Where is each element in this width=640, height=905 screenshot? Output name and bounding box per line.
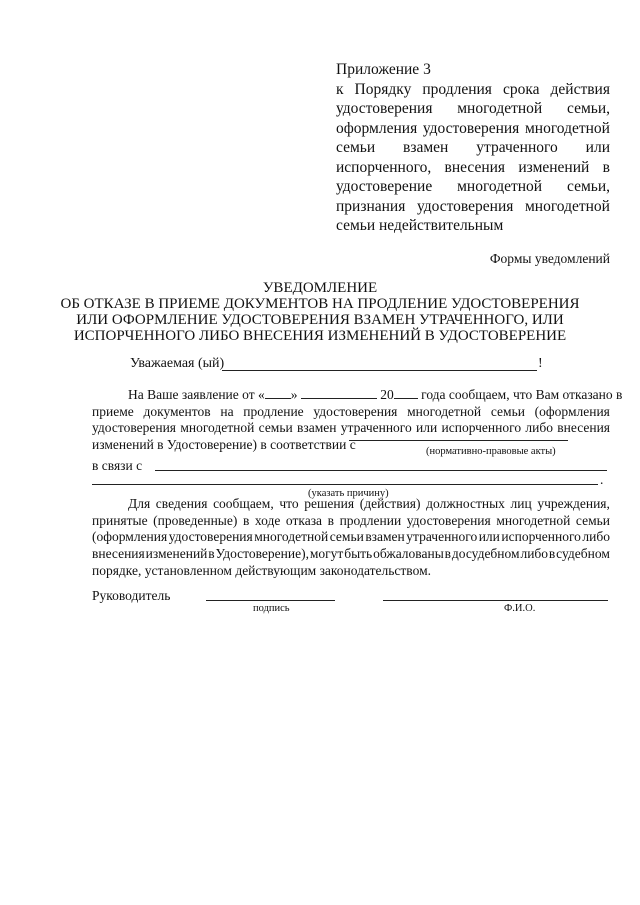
reason-line-end: .	[600, 472, 604, 487]
word: внесения	[557, 420, 610, 436]
salutation-suffix: !	[538, 356, 543, 371]
word: удостоверения	[168, 529, 253, 545]
reason-line-1[interactable]	[155, 470, 607, 471]
appendix-line	[336, 99, 610, 119]
appendix-line	[336, 80, 610, 100]
word: должностных	[426, 496, 505, 511]
word: либо	[525, 420, 553, 436]
word: (действия)	[359, 496, 421, 511]
word: в	[444, 546, 452, 562]
forms-title: Формы уведомлений	[489, 251, 610, 266]
signature-caption: подпись	[253, 603, 290, 614]
appendix-line	[336, 197, 610, 217]
word: удостоверения	[406, 512, 491, 528]
word: Порядку	[354, 80, 412, 98]
normative-caption: (нормативно-правовые акты)	[426, 446, 556, 457]
appendix-line	[336, 119, 610, 139]
word: что	[279, 496, 299, 511]
full-name-line[interactable]	[383, 600, 608, 601]
word: досудебном	[451, 546, 520, 562]
word: многодетной	[180, 420, 255, 436]
word: (оформления	[92, 529, 168, 545]
word: срока	[502, 80, 540, 98]
date-prefix: На Ваше заявление от «	[128, 387, 265, 402]
word: продлении	[339, 512, 402, 528]
word: к	[336, 80, 344, 98]
word: лиц	[510, 496, 532, 511]
notice-heading	[40, 280, 600, 344]
info-line	[92, 513, 610, 530]
word: Для	[128, 496, 151, 511]
word: семьи	[575, 512, 610, 528]
word: удостоверение	[336, 178, 433, 195]
heading-line: ИЛИ ОФОРМЛЕНИЕ УДОСТОВЕРЕНИЯ ВЗАМЕН УТРАЧЕННОГО, ИЛИ	[76, 312, 564, 328]
word: отказа	[285, 512, 323, 528]
body-text: года сообщаем, что Вам отказано в	[421, 387, 623, 402]
reason-line-2[interactable]	[92, 484, 598, 485]
word: удостоверения	[336, 100, 433, 117]
word: семьи,	[567, 178, 610, 195]
notice-body	[92, 387, 623, 454]
word: испорченного,	[336, 158, 432, 176]
body-first-line	[92, 387, 623, 404]
word: взамен	[297, 420, 337, 436]
word: семьи,	[567, 100, 610, 117]
word: испорченного	[501, 529, 581, 545]
word: решения	[304, 496, 355, 511]
word: удостоверения	[416, 197, 514, 215]
word: удостоверения	[92, 420, 177, 436]
word: изменений	[518, 158, 590, 176]
word: в	[327, 512, 334, 528]
appeal-info	[92, 496, 610, 580]
word: утраченного	[476, 139, 558, 156]
word: или	[585, 139, 610, 156]
word: учреждения,	[537, 496, 610, 511]
word: утраченного	[406, 529, 478, 545]
word: продления	[422, 80, 492, 98]
word: изменений	[145, 546, 208, 562]
word: многодетной	[496, 512, 571, 528]
word: на	[220, 403, 234, 419]
word: в	[602, 158, 610, 176]
word: утраченного	[340, 420, 412, 436]
word: судебном	[556, 546, 610, 562]
appendix-line	[336, 177, 610, 197]
heading-line: ОБ ОТКАЗЕ В ПРИЕМЕ ДОКУМЕНТОВ НА ПРОДЛЕНИЕ УДОСТОВЕРЕНИЯ	[60, 296, 580, 312]
word: либо	[582, 529, 610, 545]
word: либо	[520, 546, 549, 562]
word: удостоверения	[313, 403, 398, 419]
body-text: изменений в Удостоверение) в соответствии с	[92, 437, 356, 453]
reason-caption: (указать причину)	[308, 488, 389, 499]
word: обжалованы	[373, 546, 444, 562]
word: продление	[243, 403, 304, 419]
word: внесения	[444, 158, 506, 176]
word: Удостоверение),	[215, 546, 309, 562]
word: внесения	[92, 546, 145, 562]
word: взамен	[403, 139, 449, 156]
word: действия	[550, 80, 610, 98]
word: принятые	[92, 512, 148, 528]
appendix-line: семьи недействительным	[336, 217, 504, 234]
appendix-title: Приложение 3	[336, 61, 431, 78]
word: приеме	[92, 403, 134, 419]
word: сообщаем,	[213, 496, 274, 511]
appendix-line	[336, 138, 610, 158]
word: взамен	[365, 529, 405, 545]
word: в	[242, 512, 250, 528]
word: в	[548, 546, 556, 562]
recipient-name-line[interactable]	[222, 370, 537, 371]
date-year-prefix: 20	[380, 387, 394, 402]
word: документов	[143, 403, 211, 419]
word: признания	[336, 197, 406, 215]
appendix-block	[336, 60, 610, 236]
heading-line: УВЕДОМЛЕНИЕ	[262, 280, 378, 296]
word: в	[208, 546, 215, 562]
word: (оформления	[534, 403, 610, 419]
word: ходе	[254, 512, 281, 528]
word: семьи	[336, 139, 376, 156]
word: многодетной	[524, 119, 610, 137]
date-month-field[interactable]	[301, 387, 377, 399]
word: многодетной	[254, 529, 329, 545]
heading-line: ИСПОРЧЕННОГО ЛИБО ВНЕСЕНИЯ ИЗМЕНЕНИЙ В УДОСТОВЕРЕНИЕ	[73, 328, 567, 344]
word: сведения	[155, 496, 208, 511]
word: семьи	[329, 529, 364, 545]
word: многодетной	[407, 403, 482, 419]
word: быть	[344, 546, 373, 562]
word: многодетной	[457, 100, 543, 117]
word: многодетной	[524, 197, 610, 215]
word: или	[416, 420, 438, 436]
appendix-line	[336, 158, 610, 178]
signatory-role: Руководитель	[92, 588, 171, 603]
normative-acts-line[interactable]	[349, 440, 568, 441]
word: многодетной	[457, 178, 543, 195]
body-line	[92, 404, 610, 421]
word: семьи	[490, 403, 525, 419]
signature-line[interactable]	[206, 600, 335, 601]
date-day-field[interactable]	[265, 387, 291, 399]
info-line: порядке, установленном действующим законодательством.	[92, 562, 432, 578]
info-line	[92, 546, 610, 563]
info-line	[92, 496, 610, 513]
full-name-caption: Ф.И.О.	[504, 603, 536, 614]
word: (проведенные)	[153, 512, 238, 528]
word: или	[478, 529, 500, 545]
due-to-label: в связи с	[92, 458, 143, 473]
word: удостоверения	[422, 119, 520, 137]
word: оформления	[336, 119, 418, 137]
word: могут	[309, 546, 344, 562]
word: семьи	[258, 420, 293, 436]
info-line	[92, 529, 610, 546]
quote-close: »	[290, 387, 298, 402]
body-line	[92, 420, 610, 437]
date-year-field[interactable]	[394, 387, 418, 399]
salutation-prefix: Уважаемая (ый)	[130, 356, 225, 371]
word: испорченного	[441, 420, 522, 436]
